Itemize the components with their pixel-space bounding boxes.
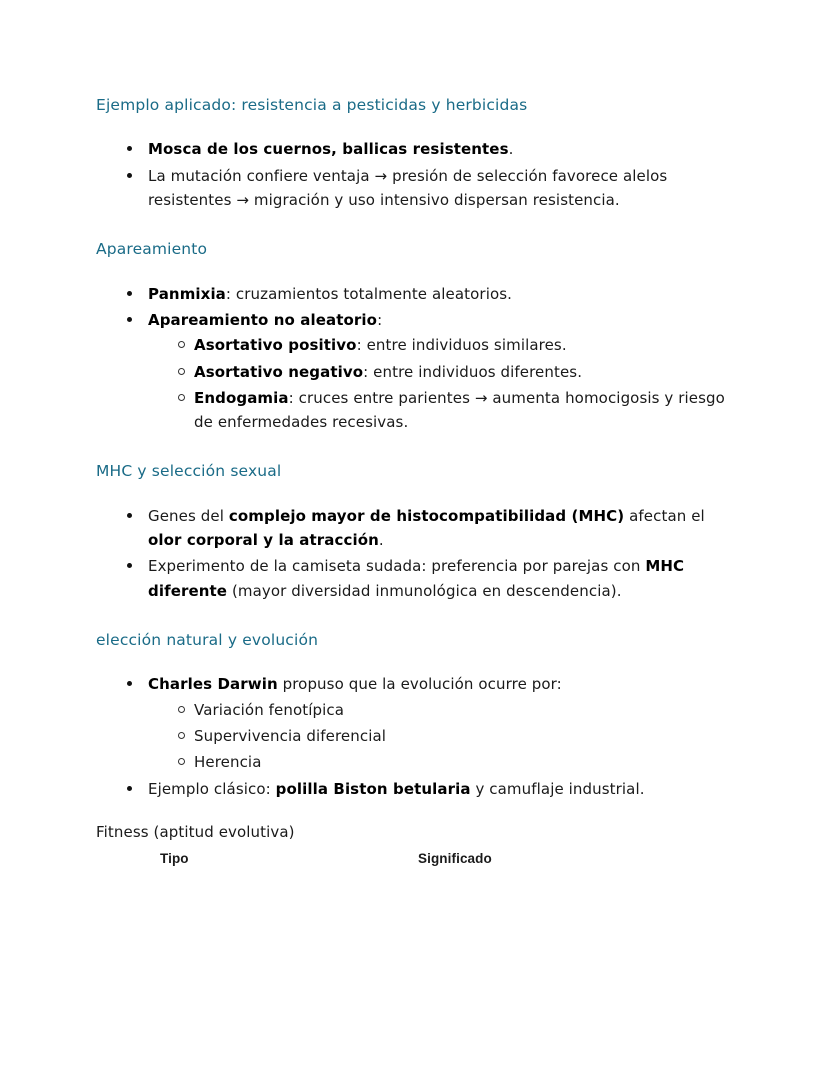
plain-text: y camuflaje industrial. — [470, 779, 645, 798]
sub-list-item — [148, 698, 740, 722]
list-item-text: La mutación confiere ventaja → presión de selección favorece alelos resistentes → migración y uso intensivo dispersan resistencia. — [148, 166, 668, 209]
list-item-text — [148, 675, 562, 693]
emphasis-text: Apareamiento no aleatorio — [148, 310, 378, 329]
fitness-table-header-row — [96, 851, 740, 877]
bullet-list-eleccion-natural — [96, 672, 740, 800]
spacer — [96, 605, 740, 631]
plain-text: : — [377, 310, 383, 329]
plain-text: : cruces entre parientes → aumenta homocigosis y riesgo de enfermedades recesivas. — [194, 388, 725, 432]
list-item-text — [148, 285, 512, 303]
fitness-label: Fitness (aptitud evolutiva) — [96, 822, 295, 841]
spacer — [96, 115, 740, 137]
list-item — [96, 282, 740, 306]
section-heading-apareamiento: Apareamiento — [96, 240, 208, 259]
list-item — [96, 777, 740, 801]
list-item — [96, 137, 740, 161]
bullet-circle-icon — [176, 750, 186, 774]
list-item-text — [148, 507, 705, 549]
plain-text: Genes del — [148, 506, 229, 525]
list-item-text — [148, 140, 514, 158]
plain-text: Ejemplo clásico: — [148, 779, 276, 798]
plain-text: afectan el — [624, 506, 705, 525]
bullet-dot-icon — [124, 282, 134, 306]
bullet-circle-icon — [176, 698, 186, 722]
emphasis-text: Endogamia — [194, 388, 289, 407]
table-column-header-tipo: Tipo — [160, 851, 189, 867]
sub-list-item — [148, 750, 740, 774]
sub-bullet-list-darwin — [148, 698, 740, 775]
spacer — [96, 260, 740, 282]
list-item — [96, 554, 740, 603]
sub-list-item-text: Supervivencia diferencial — [194, 726, 387, 745]
plain-text: . — [378, 531, 384, 550]
bullet-circle-icon — [176, 360, 186, 384]
sub-list-item — [148, 333, 740, 357]
emphasis-text: Panmixia — [148, 284, 226, 303]
plain-text: (mayor diversidad inmunológica en descendencia). — [227, 581, 622, 600]
sub-list-item-text: Herencia — [194, 753, 262, 772]
list-item-text — [148, 311, 382, 329]
emphasis-text: Asortativo negativo — [194, 362, 364, 381]
emphasis-text: polilla Biston betularia — [275, 779, 471, 798]
emphasis-text: Charles Darwin — [148, 675, 278, 694]
sub-list-item — [148, 724, 740, 748]
list-item — [96, 504, 740, 553]
sub-list-item — [148, 360, 740, 384]
bullet-dot-icon — [124, 308, 134, 332]
plain-text: Experimento de la camiseta sudada: preferencia por parejas con — [148, 557, 646, 576]
plain-text: : cruzamientos totalmente aleatorios. — [225, 284, 513, 303]
list-item-text — [148, 780, 645, 798]
sub-list-item-text: Variación fenotípica — [194, 700, 345, 719]
bullet-dot-icon — [124, 554, 134, 578]
sub-list-item-text — [194, 336, 567, 354]
bullet-circle-icon — [176, 333, 186, 357]
bullet-dot-icon — [124, 164, 134, 188]
section-heading-ejemplo-aplicado: Ejemplo aplicado: resistencia a pesticidas y herbicidas — [96, 96, 528, 114]
list-item-text — [148, 557, 684, 599]
document-body — [96, 96, 740, 877]
spacer — [96, 214, 740, 240]
list-item — [96, 308, 740, 434]
bullet-list-mhc — [96, 504, 740, 603]
table-column-header-significado: Significado — [418, 851, 492, 867]
list-item — [96, 672, 740, 774]
bullet-dot-icon — [124, 672, 134, 696]
emphasis-text: complejo mayor de histocompatibilidad (MHC) — [228, 506, 625, 525]
plain-text: : entre individuos diferentes. — [363, 362, 583, 381]
section-heading-mhc-seleccion-sexual: MHC y selección sexual — [96, 462, 282, 481]
plain-text: . — [508, 140, 514, 159]
bullet-dot-icon — [124, 137, 134, 161]
sub-list-item — [148, 386, 740, 435]
bullet-dot-icon — [124, 777, 134, 801]
bullet-circle-icon — [176, 386, 186, 410]
bullet-circle-icon — [176, 724, 186, 748]
spacer — [96, 650, 740, 672]
bullet-list-ejemplo-aplicado — [96, 137, 740, 212]
spacer — [96, 482, 740, 504]
bullet-dot-icon — [124, 504, 134, 528]
emphasis-text: MHC diferente — [148, 557, 685, 600]
bullet-list-apareamiento — [96, 282, 740, 435]
emphasis-text: olor corporal y la atracción — [148, 531, 379, 550]
sub-list-item-text — [194, 389, 725, 431]
list-item — [96, 164, 740, 213]
plain-text: : entre individuos similares. — [356, 336, 567, 355]
emphasis-text: Asortativo positivo — [194, 336, 357, 355]
sub-bullet-list-apareamiento — [148, 333, 740, 434]
section-heading-eleccion-natural: elección natural y evolución — [96, 630, 319, 649]
plain-text: propuso que la evolución ocurre por: — [277, 675, 562, 694]
sub-list-item-text — [194, 363, 582, 381]
spacer — [96, 436, 740, 462]
emphasis-text: Mosca de los cuernos, ballicas resistentes — [148, 140, 509, 159]
